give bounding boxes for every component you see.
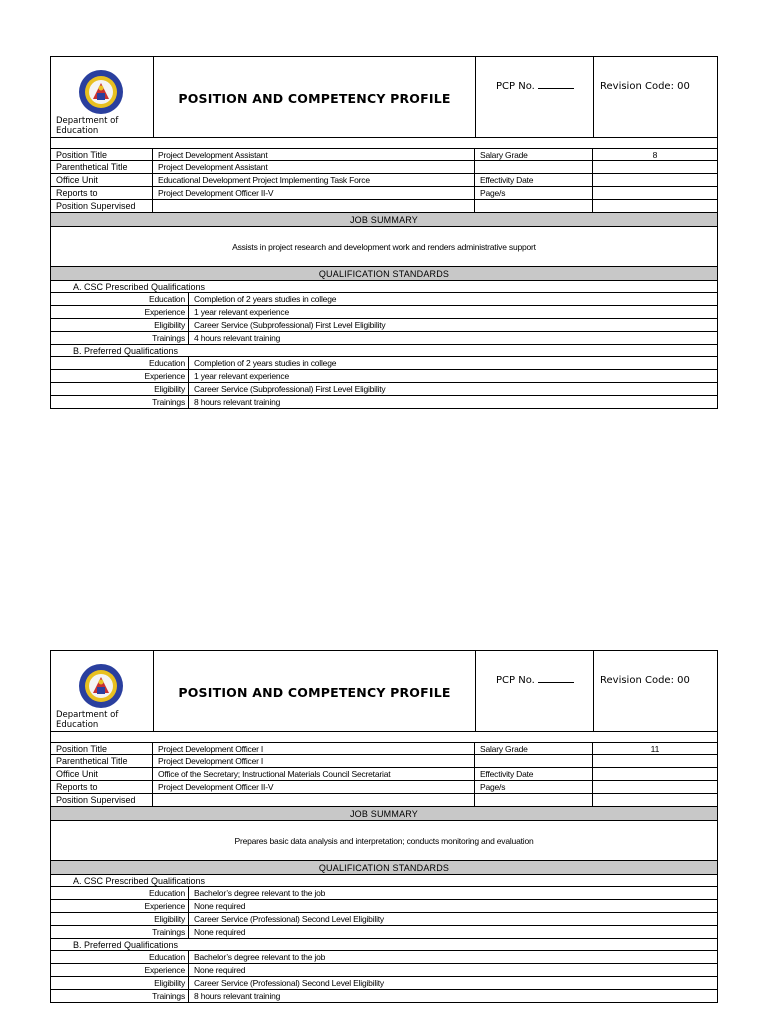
revision-code: Revision Code: 00	[600, 675, 690, 686]
csc-trainings-label: Trainings	[51, 332, 189, 344]
info-row-supervised	[51, 200, 717, 213]
parenthetical-label: Parenthetical Title	[51, 161, 153, 173]
csc-row-eligibility	[51, 319, 717, 332]
pages-label: Page/s	[475, 781, 593, 793]
logo-cell	[51, 57, 154, 137]
pcp-blank	[538, 88, 574, 89]
empty-cell	[593, 161, 717, 173]
csc-row-education	[51, 887, 717, 900]
csc-trainings-value: None required	[194, 927, 246, 937]
salary-grade-value: 11	[650, 744, 660, 754]
supervised-value	[153, 200, 475, 212]
pcp-blank	[538, 682, 574, 683]
reports-to-value: Project Development Officer II-V	[153, 187, 475, 199]
qualification-heading: QUALIFICATION STANDARDS	[50, 861, 718, 875]
job-summary-heading: JOB SUMMARY	[50, 807, 718, 821]
position-title-value: Project Development Assistant	[153, 149, 475, 160]
header-gap	[50, 138, 718, 148]
pref-trainings-label: Trainings	[51, 396, 189, 408]
parenthetical-value: Project Development Assistant	[153, 161, 475, 173]
logo-cell	[51, 651, 154, 731]
pcp-number	[476, 651, 594, 731]
pref-row-education	[51, 357, 717, 370]
csc-eligibility-label: Eligibility	[51, 913, 189, 925]
csc-experience-value: None required	[194, 901, 246, 911]
pages-value	[593, 781, 717, 793]
csc-education-value: Completion of 2 years studies in college	[194, 294, 337, 304]
pages-label: Page/s	[475, 187, 593, 199]
pref-eligibility-value: Career Service (Subprofessional) First Level Eligibility	[194, 384, 386, 394]
csc-row-trainings	[51, 332, 717, 345]
info-row-office	[51, 768, 717, 781]
pref-experience-label: Experience	[51, 370, 189, 382]
empty-cell	[593, 755, 717, 767]
pcp-label: PCP No.	[496, 81, 535, 92]
pref-education-label: Education	[51, 951, 189, 963]
profile-card-2	[50, 650, 718, 1003]
pref-eligibility-label: Eligibility	[51, 383, 189, 395]
office-unit-label: Office Unit	[51, 174, 153, 186]
info-row-parenthetical	[51, 755, 717, 768]
csc-experience-label: Experience	[51, 306, 189, 318]
job-summary-heading: JOB SUMMARY	[50, 213, 718, 227]
info-row-parenthetical	[51, 161, 717, 174]
salary-grade-value: 8	[652, 150, 658, 160]
effectivity-value	[593, 174, 717, 186]
pref-experience-value: None required	[194, 965, 246, 975]
pref-eligibility-label: Eligibility	[51, 977, 189, 989]
csc-trainings-label: Trainings	[51, 926, 189, 938]
csc-eligibility-label: Eligibility	[51, 319, 189, 331]
info-row-office	[51, 174, 717, 187]
parenthetical-value: Project Development Officer I	[153, 755, 475, 767]
department-label: Department of Education	[56, 116, 119, 136]
position-title-label: Position Title	[51, 743, 153, 754]
reports-to-label: Reports to	[51, 781, 153, 793]
empty-cell	[475, 161, 593, 173]
info-row-supervised	[51, 794, 717, 807]
salary-grade-label: Salary Grade	[475, 743, 593, 754]
supervised-value	[153, 794, 475, 806]
profile-header	[50, 56, 718, 138]
csc-section-label: A. CSC Prescribed Qualifications	[51, 875, 717, 887]
pref-eligibility-value: Career Service (Professional) Second Level Eligibility	[194, 978, 384, 988]
info-table	[50, 148, 718, 213]
revision-code: Revision Code: 00	[600, 81, 690, 92]
pref-trainings-label: Trainings	[51, 990, 189, 1002]
csc-row-education	[51, 293, 717, 306]
csc-row-trainings	[51, 926, 717, 939]
salary-grade-label: Salary Grade	[475, 149, 593, 160]
pref-education-value: Completion of 2 years studies in college	[194, 358, 337, 368]
csc-eligibility-value: Career Service (Subprofessional) First Level Eligibility	[194, 320, 386, 330]
parenthetical-label: Parenthetical Title	[51, 755, 153, 767]
csc-trainings-value: 4 hours relevant training	[194, 333, 281, 343]
preferred-section-label: B. Preferred Qualifications	[51, 939, 717, 951]
pref-row-education	[51, 951, 717, 964]
qualification-table	[50, 875, 718, 1003]
effectivity-label: Effectivity Date	[475, 174, 593, 186]
pref-row-eligibility	[51, 977, 717, 990]
position-title-value: Project Development Officer I	[153, 743, 475, 754]
pref-row-eligibility	[51, 383, 717, 396]
qualification-heading: QUALIFICATION STANDARDS	[50, 267, 718, 281]
department-label: Department of Education	[56, 710, 119, 730]
pcp-label: PCP No.	[496, 675, 535, 686]
deped-seal-icon	[73, 69, 129, 115]
csc-education-label: Education	[51, 887, 189, 899]
job-summary-text: Assists in project research and development work and renders administrative support	[50, 227, 718, 267]
pref-row-experience	[51, 964, 717, 977]
pref-trainings-value: 8 hours relevant training	[194, 991, 281, 1001]
csc-row-experience	[51, 306, 717, 319]
empty-cell	[475, 794, 593, 806]
pages-value	[593, 187, 717, 199]
profile-title: POSITION AND COMPETENCY PROFILE	[154, 57, 476, 137]
supervised-label: Position Supervised	[51, 794, 153, 806]
profile-title: POSITION AND COMPETENCY PROFILE	[154, 651, 476, 731]
office-unit-value: Educational Development Project Implementing Task Force	[153, 174, 475, 186]
pref-row-trainings	[51, 990, 717, 1003]
info-row-position	[51, 742, 717, 755]
qualification-table	[50, 281, 718, 409]
effectivity-label: Effectivity Date	[475, 768, 593, 780]
info-row-reports	[51, 187, 717, 200]
pref-experience-label: Experience	[51, 964, 189, 976]
pref-education-label: Education	[51, 357, 189, 369]
pref-row-trainings	[51, 396, 717, 409]
empty-cell	[475, 755, 593, 767]
empty-cell	[475, 200, 593, 212]
supervised-label: Position Supervised	[51, 200, 153, 212]
reports-to-value: Project Development Officer II-V	[153, 781, 475, 793]
info-table	[50, 742, 718, 807]
pref-trainings-value: 8 hours relevant training	[194, 397, 281, 407]
csc-education-label: Education	[51, 293, 189, 305]
preferred-section-label: B. Preferred Qualifications	[51, 345, 717, 357]
office-unit-value: Office of the Secretary; Instructional Materials Council Secretariat	[153, 768, 475, 780]
header-gap	[50, 732, 718, 742]
pref-education-value: Bachelor’s degree relevant to the job	[194, 952, 326, 962]
csc-eligibility-value: Career Service (Professional) Second Level Eligibility	[194, 914, 384, 924]
csc-experience-label: Experience	[51, 900, 189, 912]
empty-cell	[593, 794, 717, 806]
csc-row-experience	[51, 900, 717, 913]
pref-experience-value: 1 year relevant experience	[194, 371, 289, 381]
profile-header	[50, 650, 718, 732]
pcp-number	[476, 57, 594, 137]
info-row-position	[51, 148, 717, 161]
pref-row-experience	[51, 370, 717, 383]
profile-card-1	[50, 56, 718, 409]
empty-cell	[593, 200, 717, 212]
info-row-reports	[51, 781, 717, 794]
csc-experience-value: 1 year relevant experience	[194, 307, 289, 317]
reports-to-label: Reports to	[51, 187, 153, 199]
position-title-label: Position Title	[51, 149, 153, 160]
office-unit-label: Office Unit	[51, 768, 153, 780]
csc-row-eligibility	[51, 913, 717, 926]
job-summary-text: Prepares basic data analysis and interpretation; conducts monitoring and evaluation	[50, 821, 718, 861]
csc-education-value: Bachelor’s degree relevant to the job	[194, 888, 326, 898]
deped-seal-icon	[73, 663, 129, 709]
effectivity-value	[593, 768, 717, 780]
csc-section-label: A. CSC Prescribed Qualifications	[51, 281, 717, 293]
